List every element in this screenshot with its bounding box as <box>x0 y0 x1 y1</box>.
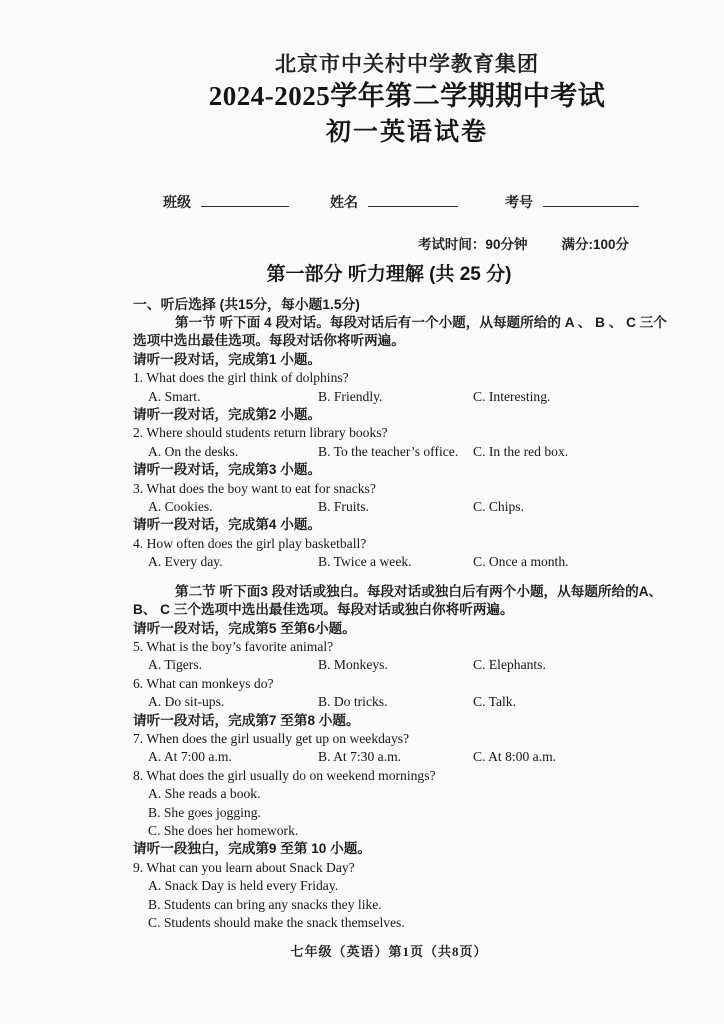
section1-instructions-line1: 第一节 听下面 4 段对话。每段对话后有一个小题，从每题所给的 A 、 B 、 C 三个 <box>175 315 667 330</box>
listen-prompt-q5-q6: 请听一段对话，完成第5 至第6小题。 <box>133 620 356 636</box>
question-1-options <box>133 388 645 406</box>
section2-instructions-line2: B、 C 三个选项中选出最佳选项。每段对话或独白你将听两遍。 <box>133 602 514 618</box>
question-6-option-a: A. Do sit-ups. <box>148 694 225 710</box>
class-field-blank <box>201 193 289 207</box>
examno-field-blank <box>543 193 639 207</box>
listen-prompt-q2: 请听一段对话，完成第2 小题。 <box>133 407 322 423</box>
paper-title: 初一英语试卷 <box>325 119 488 146</box>
question-1-option-c: C. Interesting. <box>473 388 551 404</box>
listen-prompt-q7-q8: 请听一段对话，完成第7 至第8 小题。 <box>133 712 360 728</box>
question-8-option-a: A. She reads a book. <box>148 786 261 802</box>
name-field-blank <box>368 193 458 207</box>
question-3-option-b: B. Fruits. <box>318 499 369 515</box>
part1-heading: 第一部分 听力理解 (共 25 分) <box>266 264 512 285</box>
class-field-label: 班级 <box>163 194 191 210</box>
question-3-options <box>133 498 645 516</box>
question-4-option-a: A. Every day. <box>148 554 223 570</box>
question-5-text: 5. What is the boy’s favorite animal? <box>133 638 334 654</box>
question-9-option-b: B. Students can bring any snacks they like. <box>148 896 382 912</box>
question-1-text: 1. What does the girl think of dolphins? <box>133 370 349 386</box>
question-9-option-c: C. Students should make the snack themselves. <box>148 915 405 930</box>
question-4-options <box>133 553 645 571</box>
question-8-option-c: C. She does her homework. <box>148 822 299 838</box>
question-3-option-c: C. Chips. <box>473 499 524 515</box>
question-6-option-c: C. Talk. <box>473 694 516 710</box>
section1-instructions-line2: 选项中选出最佳选项。每段对话你将听两遍。 <box>133 333 405 349</box>
question-2-option-a: A. On the desks. <box>148 443 239 459</box>
question-5-option-a: A. Tigers. <box>148 657 203 673</box>
page-footer: 七年级（英语）第1页（共8页） <box>290 944 488 959</box>
question-2-options <box>133 443 645 461</box>
question-7-option-b: B. At 7:30 a.m. <box>318 749 402 765</box>
section1-heading: 一、听后选择 (共15分，每小题1.5分) <box>133 297 360 312</box>
question-7-text: 7. When does the girl usually get up on weekdays? <box>133 730 410 746</box>
question-6-text: 6. What can monkeys do? <box>133 675 274 691</box>
question-3-option-a: A. Cookies. <box>148 499 213 515</box>
exam-meta-row <box>133 236 645 254</box>
question-7-option-c: C. At 8:00 a.m. <box>473 749 557 765</box>
examno-field-label: 考号 <box>505 194 533 210</box>
title-block <box>133 50 645 150</box>
question-5-option-c: C. Elephants. <box>473 657 546 673</box>
question-4-text: 4. How often does the girl play basketball? <box>133 535 367 551</box>
exam-session-title: 2024-2025学年第二学期期中考试 <box>208 81 606 111</box>
question-9-text: 9. What can you learn about Snack Day? <box>133 859 355 875</box>
question-5-option-b: B. Monkeys. <box>318 657 388 673</box>
question-8-text: 8. What does the girl usually do on weekend mornings? <box>133 767 436 783</box>
student-info-row <box>133 192 645 216</box>
class-field <box>163 192 289 212</box>
question-7-option-a: A. At 7:00 a.m. <box>148 749 232 765</box>
page-content <box>133 0 667 932</box>
question-4-option-b: B. Twice a week. <box>318 554 412 570</box>
question-2-text: 2. Where should students return library books? <box>133 425 388 441</box>
question-7-options <box>133 748 645 766</box>
question-1-option-a: A. Smart. <box>148 388 201 404</box>
question-4-option-c: C. Once a month. <box>473 554 569 570</box>
question-6-option-b: B. Do tricks. <box>318 694 388 710</box>
section2-instructions-line1: 第二节 听下面3 段对话或独白。每段对话或独白后有两个小题，从每题所给的A、 <box>175 583 663 599</box>
question-3-text: 3. What does the boy want to eat for snacks? <box>133 480 376 496</box>
full-score-text: 满分:100分 <box>561 237 629 252</box>
question-9-option-a: A. Snack Day is held every Friday. <box>148 878 339 894</box>
exam-duration-text: 考试时间：90分钟 <box>417 237 528 252</box>
question-2-option-b: B. To the teacher’s office. <box>318 443 459 459</box>
question-2-option-c: C. In the red box. <box>473 443 569 459</box>
name-field-label: 姓名 <box>330 194 358 210</box>
question-5-options <box>133 656 645 674</box>
listen-prompt-q1: 请听一段对话，完成第1 小题。 <box>133 351 322 367</box>
examno-field <box>505 192 639 212</box>
question-6-options <box>133 693 645 711</box>
name-field <box>330 192 458 212</box>
listen-prompt-q9-q10: 请听一段独白，完成第9 至第 10 小题。 <box>133 841 371 857</box>
listen-prompt-q4: 请听一段对话，完成第4 小题。 <box>133 517 322 533</box>
question-8-option-b: B. She goes jogging. <box>148 804 261 820</box>
question-1-option-b: B. Friendly. <box>318 388 383 404</box>
school-name: 北京市中关村中学教育集团 <box>275 52 539 76</box>
listen-prompt-q3: 请听一段对话，完成第3 小题。 <box>133 462 322 478</box>
